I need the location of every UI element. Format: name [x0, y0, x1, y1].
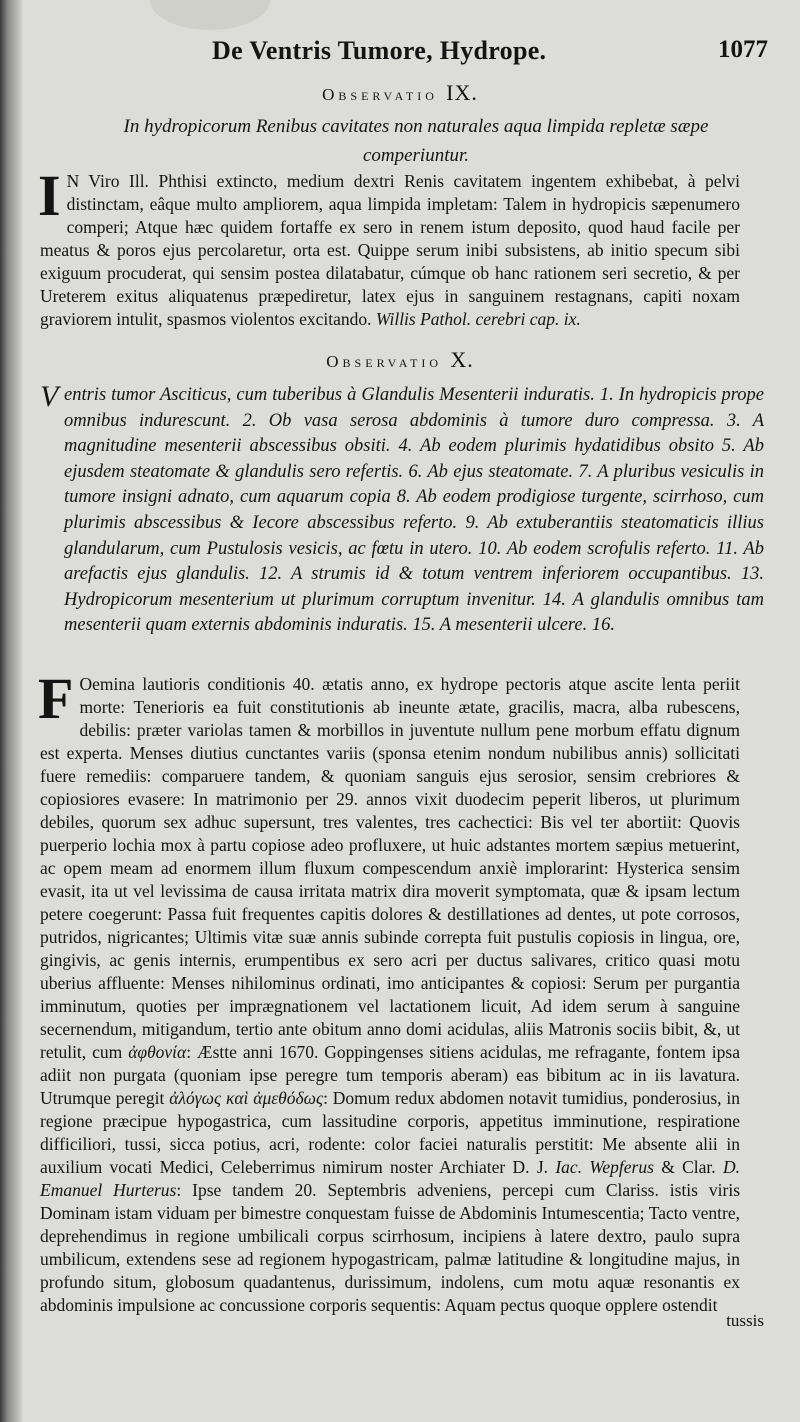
binding-gutter: [0, 0, 22, 1422]
catchword: tussis: [726, 1311, 764, 1330]
case-text-1: Oemina lautioris conditionis 40. ætatis anno, ex hydrope pectoris atque ascite lenta periit morte: Tenerioris ea fuit constitutionis ab ineunte ætate, gracilis, macra, alba rubescens, debilis: præter variolas tamen & morbillos in juventute nullum pene morbum effatu dignum est experta. Menses diutius cunctantes variis (sponsa etenim nondum nubilibus annis) sollicitati fuere remediis: comparuere tandem, & quoniam sanguis ejus serosior, sensim crebriores & copiosiores evasere: In matrimonio per 29. annos vixit duodecim peperit liberos, ut plurimum debiles, quorum sex adhuc supersunt, tres valentes, tres cachectici: Bis vel ter abortiit: Quovis puerperio lochia mox à partu copiose adeo profluxere, ut huic adstantes mortem sæpius metuerint, ac opem meam ad enormem illum fluxum compescendum anxiè implorarint: Hysterica sensim evasit, ita ut vel levissima de causa irritata matrix dira moverit symptomata, quæ & ipsam lectum petere coegerunt: Passa fuit frequentes capitis dolores & destillationes ad dentes, ut pote corrosos, putridos, nigricantes; Ultimis vitæ suæ annis subinde correpta fuit pustulis copiosis in lingua, ore, gingivis, ac genis internis, erumpentibus ex sero acri per ductus salivares, critico quasi motu uberius affluente: Menses nihilominus ordinati, imo anticipantes & copiosi: Serum per purgantia imminutum, quoties per imprægnationem vel lactationem licuit, Ad idem serum à sanguine secernendum, mitigandum, tertio ante obitum anno domi acidulas, aliis Matronis sociis bibit, &, ut retulit, cum: [40, 674, 740, 1062]
drop-cap: F: [38, 666, 74, 731]
index-entries: entris tumor Asciticus, cum tuberibus à Glandulis Mesenterii induratis. 1. In hydropicis prope omnibus indurescunt. 2. Ob vasa serosa abdominis à tumore duro compressa. 3. A magnitudine mesenterii abscessibus obsiti. 4. Ab eodem plurimis hydatidibus obsito 5. Ab ejusdem steatomate & glandulis sero refertis. 6. Ab ejus steatomate. 7. A pluribus vesiculis in tumore insigni adnato, cum aquarum copia 8. Ab eodem prodigiose turgente, scirrhoso, cum plurimis abscessibus & Iecore abscessibus referto. 9. Ab extuberantiis steatomaticis illius glandularum, cum Pustulosis vesicis, ac fœtu in utero. 10. Ab eodem scrofulis referto. 11. Ab arefactis ejus glandulis. 12. A strumis id & totum ventrem inferiorem occupantibus. 13. Hydropicorum mesenterium ut plurimum corruptum invenitur. 14. A glandulis omnibus tam mesenterii quam externis abdominis induratis. 15. A mesenterii ulcere. 16.: [64, 385, 764, 636]
page-number: 1077: [718, 36, 768, 63]
page-header: [0, 36, 800, 76]
citation: Willis Pathol. cerebri cap. ix.: [375, 309, 581, 329]
observation-number: X.: [450, 347, 474, 372]
observation-9-text: [38, 163, 740, 331]
observation-9-summary: In hydropicorum Renibus cavitates non naturales aqua limpida repletæ sæpe comperiuntur.: [123, 116, 709, 166]
case-text-3: : Domum redux abdomen notavit tumidius, ponderosius, in regione præcipue hypogastrica, cum lassitudine corporis, appetitus imminutione, respiratione difficiliori, tussi, sicca potius, acri, rodente: color faciei naturalis perstitit: Me absente alii in auxilium vocati Medici, Celeberrimus nimirum noster Archiater D. J.: [40, 1088, 740, 1177]
physician-name: D. Emanuel Hurterus: [40, 1157, 740, 1200]
observation-9-heading: [0, 80, 800, 106]
observation-9-body: N Viro Ill. Phthisi extincto, medium dextri Renis cavitatem ingentem exhibebat, à pelvi distinctam, eâque multo ampliorem, aqua limpida impletam: Talem in hydropicis sæpenumero comperi; Atque hæc quidem fortaffe ex sero in renem istum deposito, quod haud facile per meatus & poros ejus percolaretur, orta est. Quippe serum inibi subsistens, ab initio specum sibi exiguum procuderat, qui sensim postea dilatabatur, cúmque ob hanc rationem seri secretio, & per Ureterem exitus aliquatenus præpediretur, latex ejus in sanguinem restagnans, capiti noxam graviorem intulit, spasmos violentos excitando.: [40, 171, 740, 329]
case-text-5: : Ipse tandem 20. Septembris adveniens, percepi cum Clariss. istis viris Dominam istam viduam per bimestre conquestam fuisse de Abdominis Intumescentia; Tacto ventre, deprehendimus in regione umbilicali corpus scirrhosum, incipiens à latere dextro, paulo supra umbilicum, extendens sese ad regionem hypogastricam, palmæ latitudine & longitudine majus, in profundo situm, globosum quadantenus, durissimum, indolens, cum motu aquæ resonantis ex abdominis impulsione ac concussione corporis sequentis: Aquam pectus quoque opplere ostendit: [40, 1180, 741, 1315]
case-text-2: : Æstte anni 1670. Goppingenses sitiens acidulas, me refragante, fontem ipsa adiit non purgata (quoniam ipse peregre tum temporis aberam) eas bibitum ac in iis lavatura. Utrumque peregit: [40, 1042, 740, 1108]
paper-stain: [150, 0, 270, 30]
running-title: De Ventris Tumore, Hydrope.: [212, 36, 547, 65]
greek-phrase: ἀφθονία: [128, 1042, 187, 1062]
observation-number: IX.: [446, 80, 478, 105]
drop-cap: V: [40, 380, 59, 413]
observation-10-text: [38, 666, 741, 1317]
observation-label: Observatio: [326, 352, 443, 371]
case-text-4: & Clar.: [661, 1157, 716, 1177]
physician-name: Iac. Wepferus: [555, 1157, 654, 1177]
observation-label: Observatio: [322, 85, 438, 104]
observation-10-heading: [0, 347, 800, 373]
observation-10-index: [40, 380, 764, 639]
drop-cap: I: [38, 163, 61, 228]
greek-phrase: ἀλόγως καὶ ἀμεθόδως: [169, 1088, 324, 1108]
